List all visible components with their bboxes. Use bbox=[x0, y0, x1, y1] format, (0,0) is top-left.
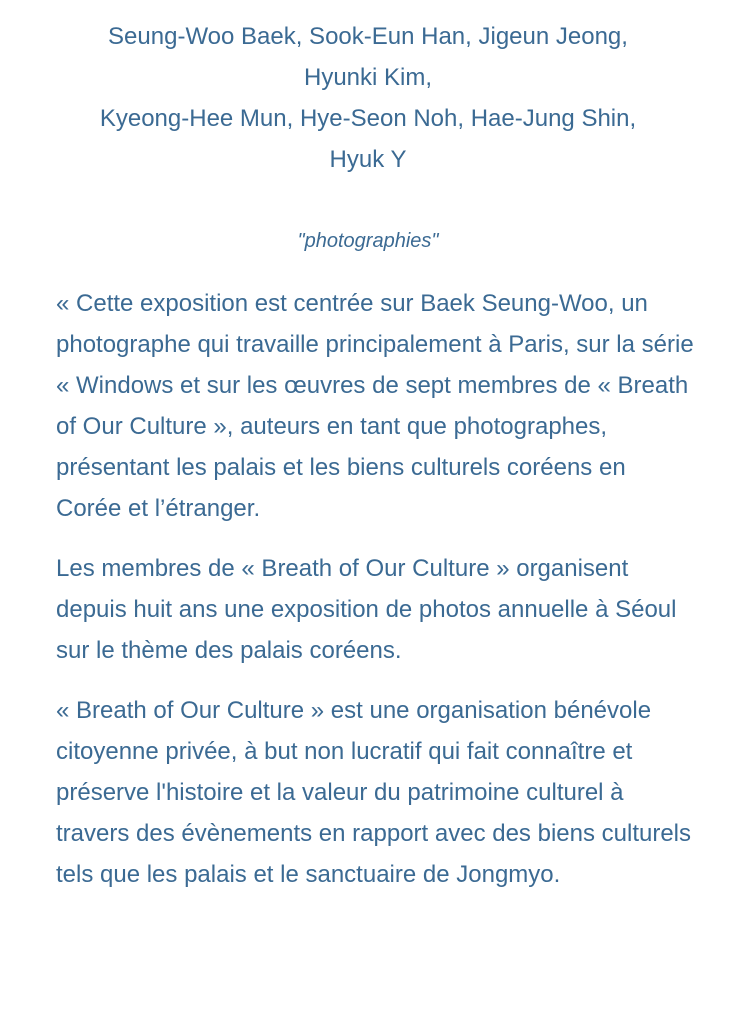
paragraph-members: Les membres de « Breath of Our Culture » organisent depuis huit ans une exposition de photos annuelle à Séoul sur le thème des palais coréens. bbox=[56, 555, 677, 664]
subtitle: "photographies" bbox=[297, 230, 439, 252]
authors-line-1: Seung-Woo Baek, Sook-Eun Han, Jigeun Jeong, bbox=[108, 23, 628, 50]
paragraph-organisation: « Breath of Our Culture » est une organisation bénévole citoyenne privée, à but non lucratif qui fait connaître et préserve l'histoire et la valeur du patrimoine culturel à travers des évènements en rapport avec des biens culturels tels que les palais et le sanctuaire de Jongmyo. bbox=[56, 697, 692, 888]
authors-line-2: Hyunki Kim, bbox=[303, 64, 433, 91]
paragraph-intro: « Cette exposition est centrée sur Baek Seung-Woo, un photographe qui travaille principalement à Paris, sur la série « Windows et sur les œuvres de sept membres de « Breath of Our Culture », auteurs en tant que photographes, présentant les palais et les biens culturels coréens en Corée et l’étranger. bbox=[56, 290, 694, 522]
authors-line-4: Hyuk Y bbox=[329, 146, 407, 173]
authors-line-3: Kyeong-Hee Mun, Hye-Seon Noh, Hae-Jung Shin, bbox=[99, 105, 637, 132]
body-text bbox=[56, 283, 696, 914]
authors-block bbox=[30, 16, 706, 180]
